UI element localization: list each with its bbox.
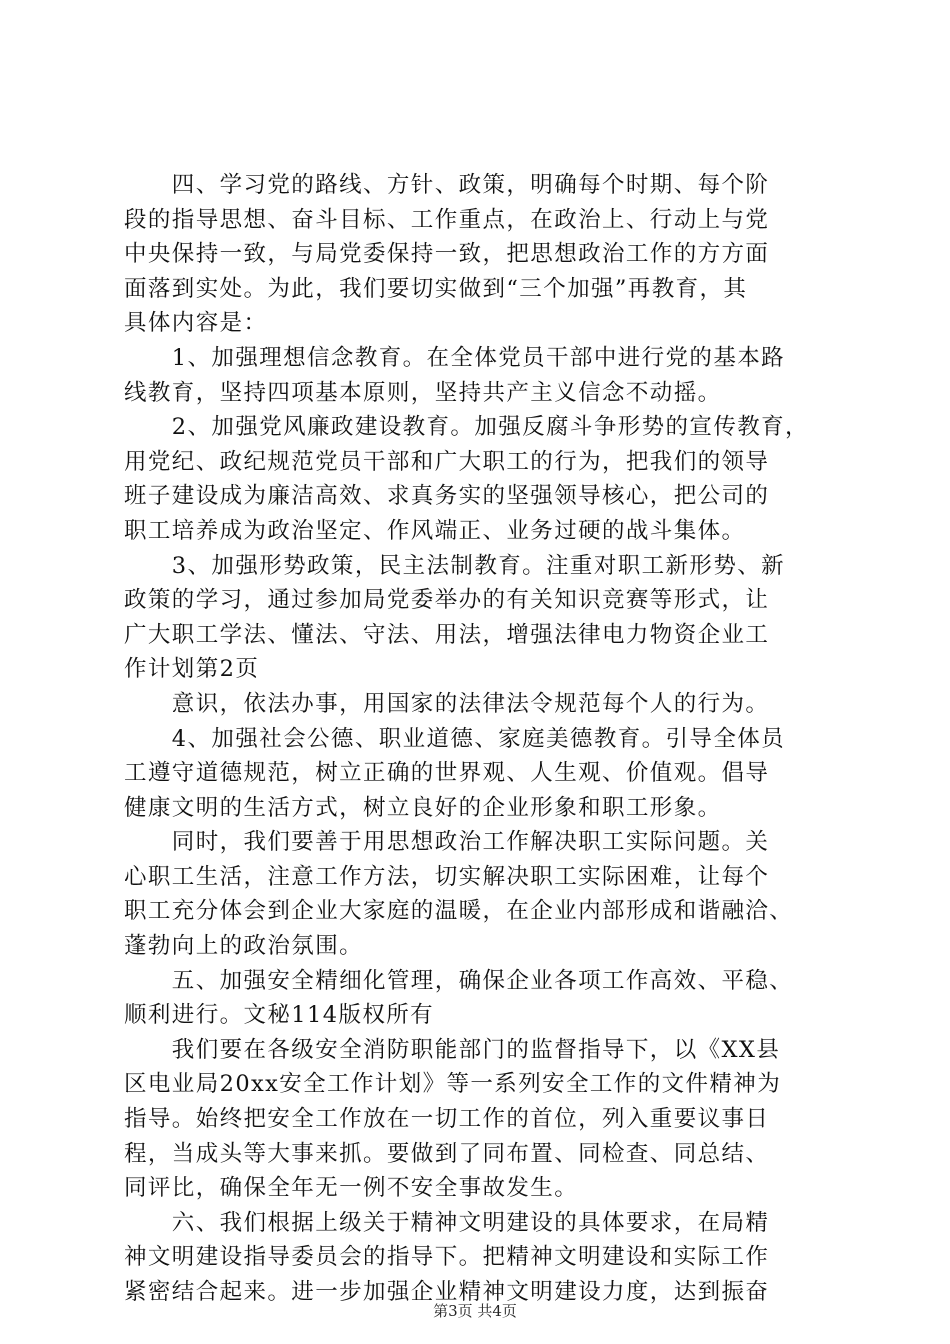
text-line: 面落到实处。为此，我们要切实做到“三个加强”再教育，其 [124,275,748,302]
text-line: 1、加强理想信念教育。在全体党员干部中进行党的基本路 [124,344,786,371]
page-footer: 第3页 共4页 [433,1302,517,1320]
text-line: 3、加强形势政策，民主法制教育。注重对职工新形势、新 [124,552,786,579]
text-line: 中央保持一致，与局党委保持一致，把思想政治工作的方方面 [124,241,770,268]
document-body [124,168,840,1310]
text-line: 工遵守道德规范，树立正确的世界观、人生观、价值观。倡导 [124,760,770,787]
text-line: 顺利进行。文秘114版权所有 [124,1002,435,1029]
text-line: 四、学习党的路线、方针、政策，明确每个时期、每个阶 [124,172,770,198]
text-line: 意识，依法办事，用国家的法律法令规范每个人的行为。 [124,690,770,717]
text-line: 政策的学习，通过参加局党委举办的有关知识竞赛等形式，让 [124,587,770,614]
text-line: 心职工生活，注意工作方法，切实解决职工实际困难，让每个 [124,863,770,890]
text-line: 同时，我们要善于用思想政治工作解决职工实际问题。关 [124,829,770,856]
text-line: 紧密结合起来。进一步加强企业精神文明建设力度，达到振奋 [124,1279,770,1305]
text-line: 指导。始终把安全工作放在一切工作的首位，列入重要议事日 [124,1106,770,1133]
text-line: 区电业局20xx安全工作计划》等一系列安全工作的文件精神为 [124,1071,782,1098]
text-line: 具体内容是： [124,310,268,337]
text-line: 用党纪、政纪规范党员干部和广大职工的行为，把我们的领导 [124,448,770,475]
text-line: 五、加强安全精细化管理，确保企业各项工作高效、平稳、 [124,967,794,994]
text-line: 2、加强党风廉政建设教育。加强反腐斗争形势的宣传教育， [124,414,809,441]
text-line: 4、加强社会公德、职业道德、家庭美德教育。引导全体员 [124,725,786,752]
text-line: 广大职工学法、懂法、守法、用法，增强法律电力物资企业工 [124,621,770,648]
text-line: 作计划第2页 [124,656,260,683]
text-line: 我们要在各级安全消防职能部门的监督指导下，以《XX县 [124,1036,781,1063]
text-line: 神文明建设指导委员会的指导下。把精神文明建设和实际工作 [124,1244,770,1271]
text-line: 程，当成头等大事来抓。要做到了同布置、同检查、同总结、 [124,1140,770,1167]
text-line: 健康文明的生活方式，树立良好的企业形象和职工形象。 [124,794,722,821]
text-line: 班子建设成为廉洁高效、求真务实的坚强领导核心，把公司的 [124,483,770,510]
text-line: 线教育，坚持四项基本原则，坚持共产主义信念不动摇。 [124,379,722,406]
text-line: 同评比，确保全年无一例不安全事故发生。 [124,1175,579,1202]
text-line: 六、我们根据上级关于精神文明建设的具体要求，在局精 [124,1209,770,1236]
text-line: 职工充分体会到企业大家庭的温暖，在企业内部形成和谐融洽、 [124,898,794,925]
text-line: 段的指导思想、奋斗目标、工作重点，在政治上、行动上与党 [124,206,770,233]
text-line: 蓬勃向上的政治氛围。 [124,933,364,960]
text-line: 职工培养成为政治坚定、作风端正、业务过硬的战斗集体。 [124,517,746,544]
